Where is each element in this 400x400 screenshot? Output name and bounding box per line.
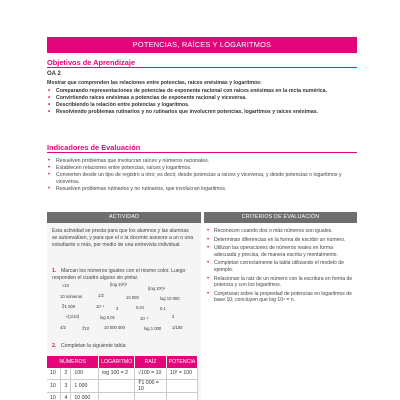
column-header: LOGARITMO <box>99 356 135 368</box>
table-cell: 100 <box>71 368 99 379</box>
list-item: • Utilizan las operaciones de números reales en forma adecuada y precisa, de manera escrita y mentalmente. <box>207 245 339 258</box>
indicadores-rule <box>47 152 357 153</box>
table-cell[interactable] <box>166 392 197 400</box>
scatter-number: (log 10³)² <box>148 286 165 291</box>
step-text: Completan la siguiente tabla: <box>61 343 127 349</box>
actividad-intro: Esta actividad se presta para que los alumnos y las alumnas se autoevalúen, y para que el o la docente asesore a un o una estudiante o más, por medio de una entrevista individual. <box>52 228 194 248</box>
list-item: • Resuelven problemas que involucran raíces y números racionales. <box>48 158 210 164</box>
table-cell[interactable] <box>99 379 135 392</box>
scatter-number: 10 000 000 <box>104 325 125 330</box>
indicadores-heading: Indicadores de Evaluación <box>47 143 141 152</box>
objetivos-list <box>47 88 359 116</box>
actividad-header: ACTIVIDAD <box>47 212 201 223</box>
scatter-number: log 0,01 <box>100 315 115 320</box>
table-cell[interactable] <box>166 379 197 392</box>
table-row <box>47 392 198 400</box>
column-header: POTENCIA <box>166 356 197 368</box>
table-cell[interactable]: ∛1 000 = 10 <box>135 379 167 392</box>
table-cell: 10 <box>47 368 61 379</box>
scatter-number: 2 <box>172 314 175 319</box>
table-cell[interactable] <box>99 392 135 400</box>
table-cell: 2 <box>61 368 71 379</box>
list-item: • Describiendo la relación entre potencias y logaritmos. <box>48 101 190 108</box>
table-cell: 4 <box>61 392 71 400</box>
table-cell: 3 <box>61 379 71 392</box>
table-header-row <box>47 356 198 368</box>
objetivos-heading: Objetivos de Aprendizaje <box>47 58 136 67</box>
table-row <box>47 379 198 392</box>
list-item: • Comparando representaciones de potencias de exponente racional con raíces enésimas en la recta numérica. <box>48 88 328 94</box>
objetivos-rule <box>47 67 357 68</box>
list-item: • Reconocen cuando dos o más números son iguales. <box>207 228 333 234</box>
list-item: • Establecen relaciones entre potencias, raíces y logaritmos. <box>48 164 192 171</box>
scatter-number: 1/2 <box>98 293 104 298</box>
scatter-number: 10⁻¹ <box>96 304 105 309</box>
oa-code: OA 2 <box>47 71 61 77</box>
indicadores-list <box>47 158 359 193</box>
table-cell[interactable]: 10² = 100 <box>166 368 197 379</box>
criterios-header: CRITERIOS DE EVALUACIÓN <box>204 212 357 223</box>
table-cell: 10 <box>47 392 61 400</box>
list-item: • Determinan diferencias en la forma de escribir un número. <box>207 236 346 243</box>
scatter-number: √10 <box>62 283 69 288</box>
scatter-number: 10⁻² <box>140 316 149 321</box>
step-1 <box>52 268 195 282</box>
oa-intro: Mostrar que comprenden las relaciones entre potencias, raíces enésimas y logaritmos: <box>47 80 262 86</box>
scatter-number: 0,01 <box>136 305 145 310</box>
scatter-number: ∜10 <box>82 326 90 331</box>
scatter-number: ∛1 000 <box>62 304 76 309</box>
scatter-number: 0,1 <box>160 306 166 311</box>
table-cell[interactable]: log 100 = 2 <box>99 368 135 379</box>
step-2 <box>52 343 195 350</box>
list-item: • Conjeturan sobre la propiedad de potencias en logaritmos de base 10; concluyen que log 10ⁿ = n. <box>207 290 352 304</box>
list-item: • Relacionan la raíz de un número con la escritura en forma de potencia y con los logaritmos. <box>207 275 353 289</box>
scatter-number: log 10 000 <box>160 296 180 301</box>
list-item: • Resolviendo problemas rutinarios y no rutinarios que involucren potencias, logaritmos y raíces enésimas. <box>48 108 319 115</box>
number-scatter <box>60 282 194 336</box>
scatter-number: 10 000 <box>126 295 139 300</box>
column-header: RAÍZ <box>135 356 167 368</box>
table-cell[interactable] <box>135 392 167 400</box>
scatter-number: √(1/10) <box>66 314 80 319</box>
criterios-list <box>206 228 356 306</box>
section-title-band: POTENCIAS, RAÍCES Y LOGARITMOS <box>47 37 357 53</box>
scatter-number: 4/2 <box>60 325 66 330</box>
step-text: Marcan los números iguales con el mismo color. Luego responden el cuadro alguno sin pintar. <box>52 268 186 281</box>
scatter-number: (log 10²)² <box>110 282 127 287</box>
table-cell: 10 <box>47 379 61 392</box>
list-item: • Resuelven problemas rutinarios y no rutinarios, que involucran logaritmos. <box>48 185 227 192</box>
list-item: • Convierten desde un tipo de registro a otro; es decir, desde potencias a raíces y viceversa, y desde potencias o logaritmos y viceversa. <box>48 171 342 185</box>
list-item: • Convirtiendo raíces enésimas a potencias de exponente racional y viceversa. <box>48 94 247 101</box>
scatter-number: log 1 000 <box>144 326 162 331</box>
scatter-number: 3 <box>116 306 119 311</box>
list-item: • Completan correctamente la tabla utilizando el modelo de ejemplo. <box>207 260 344 273</box>
step-number: 1. <box>52 268 57 274</box>
table-row <box>47 368 198 379</box>
logarithm-table <box>47 356 198 400</box>
table-cell[interactable]: √100 = 10 <box>135 368 167 379</box>
table-cell: 1 000 <box>71 379 99 392</box>
column-header: NÚMEROS <box>47 356 99 368</box>
table-cell: 10 000 <box>71 392 99 400</box>
scatter-number: 10 números <box>60 294 83 299</box>
step-number: 2. <box>52 343 57 349</box>
scatter-number: 1/100 <box>172 325 183 330</box>
